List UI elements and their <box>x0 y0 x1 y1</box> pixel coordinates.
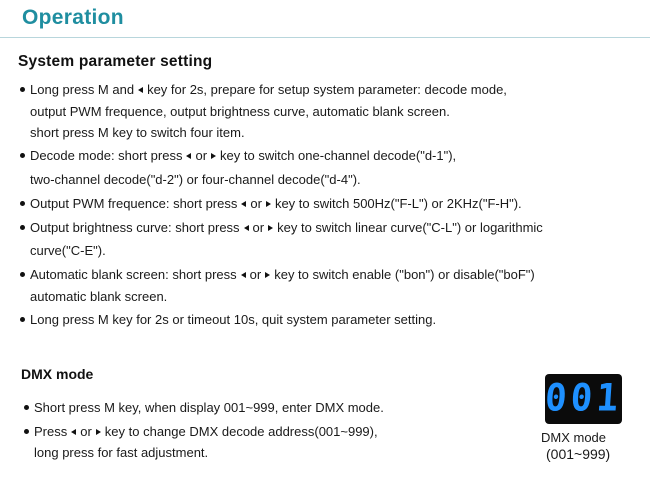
led-display <box>545 374 622 424</box>
left-arrow-key-icon <box>244 225 249 231</box>
right-arrow-key-icon <box>211 153 216 159</box>
bullet-dot-icon <box>20 87 25 92</box>
bullet-dot-icon <box>20 153 25 158</box>
system-line-9a: Automatic blank screen: short press <box>30 267 237 282</box>
dmx-line-3: long press for fast adjustment. <box>34 445 209 460</box>
system-line-6b: or <box>250 196 262 211</box>
system-bullet-3 <box>20 196 522 212</box>
system-line-6a: Output PWM frequence: short press <box>30 196 238 211</box>
system-bullet-6 <box>20 312 436 328</box>
bullet-dot-icon <box>24 405 29 410</box>
system-line-4c: key to switch one-channel decode("d-1"), <box>220 148 457 163</box>
left-arrow-key-icon <box>241 272 246 278</box>
left-arrow-key-icon <box>186 153 191 159</box>
system-line-9c: key to switch enable ("bon") or disable("boF") <box>274 267 535 282</box>
system-line-8: curve("C-E"). <box>30 243 106 258</box>
system-parameter-heading: System parameter setting <box>18 53 213 70</box>
system-line-1a: Long press M and <box>30 82 135 97</box>
dmx-bullet-1 <box>24 400 384 416</box>
display-caption-range: (001~999) <box>546 446 611 462</box>
bullet-dot-icon <box>20 272 25 277</box>
system-line-5: two-channel decode("d-2") or four-channel decode("d-4"). <box>30 172 361 187</box>
system-line-2: output PWM frequence, output brightness curve, automatic blank screen. <box>30 104 450 119</box>
system-bullet-5 <box>20 267 535 283</box>
dmx-line-2a: Press <box>34 424 68 439</box>
system-bullet-2 <box>20 148 456 164</box>
bullet-dot-icon <box>20 201 25 206</box>
system-line-7a: Output brightness curve: short press <box>30 220 240 235</box>
led-display-digits: 001 <box>543 376 624 420</box>
system-line-1b: key for 2s, prepare for setup system parameter: decode mode, <box>147 82 507 97</box>
bullet-dot-icon <box>20 317 25 322</box>
title-divider <box>0 37 650 38</box>
right-arrow-key-icon <box>268 225 273 231</box>
right-arrow-key-icon <box>266 201 271 207</box>
dmx-bullet-2 <box>24 424 378 440</box>
dmx-line-2b: or <box>80 424 92 439</box>
system-line-7b: or <box>252 220 265 235</box>
system-line-7c: key to switch linear curve("C-L") or logarithmic <box>277 220 543 235</box>
bullet-dot-icon <box>24 429 29 434</box>
page-title: Operation <box>22 6 124 29</box>
bullet-dot-icon <box>20 225 25 230</box>
dmx-mode-heading: DMX mode <box>21 366 94 382</box>
system-bullet-1 <box>20 82 507 98</box>
system-line-9b: or <box>249 267 262 282</box>
dmx-line-2c: key to change DMX decode address(001~999), <box>104 424 378 439</box>
system-bullet-4 <box>20 220 543 236</box>
system-line-10: automatic blank screen. <box>30 289 168 304</box>
left-arrow-key-icon <box>71 429 76 435</box>
system-line-4a: Decode mode: short press <box>30 148 183 163</box>
display-caption-mode: DMX mode <box>541 430 607 445</box>
system-line-3: short press M key to switch four item. <box>30 125 245 140</box>
left-arrow-key-icon <box>241 201 246 207</box>
right-arrow-key-icon <box>265 272 270 278</box>
right-arrow-key-icon <box>96 429 101 435</box>
left-arrow-key-icon <box>138 87 143 93</box>
dmx-line-1: Short press M key, when display 001~999, enter DMX mode. <box>34 400 384 415</box>
system-line-4b: or <box>195 148 208 163</box>
system-line-6c: key to switch 500Hz("F-L") or 2KHz("F-H"). <box>274 196 522 211</box>
system-line-11: Long press M key for 2s or timeout 10s, quit system parameter setting. <box>30 312 437 327</box>
